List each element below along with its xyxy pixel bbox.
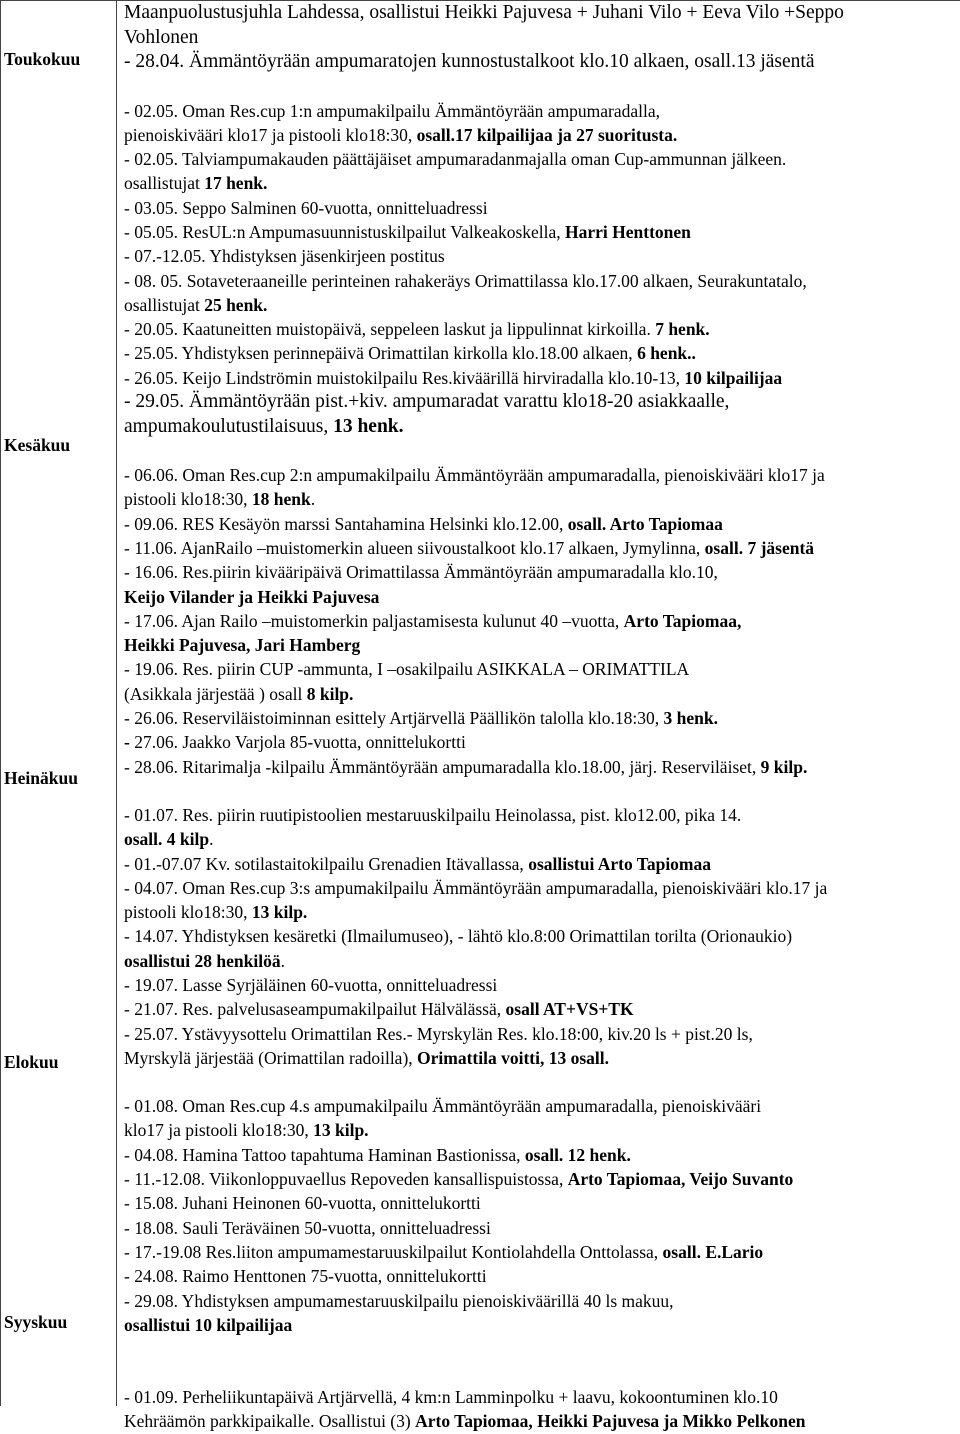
- event-text-bold: Arto Tapiomaa, Veijo Suvanto: [567, 1169, 794, 1190]
- event-text: - 18.08. Sauli Teräväinen 50-vuotta, onnitteluadressi: [124, 1217, 491, 1238]
- section-spacer: [124, 1070, 956, 1094]
- event-text-bold: osall. 4 kilp: [124, 829, 210, 850]
- section-spacer: [124, 779, 956, 803]
- event-text: - 26.06. Reserviläistoiminnan esittely Artjärvellä Päällikön talolla klo.18:30,: [124, 708, 664, 729]
- event-line: [124, 609, 956, 633]
- section-spacer: [124, 1337, 956, 1385]
- event-text-bold: Orimattila voitti, 13 osall.: [417, 1047, 610, 1068]
- event-line: [124, 755, 956, 779]
- event-text-bold: osallistui Arto Tapiomaa: [528, 853, 712, 874]
- event-text: 27.06. Jaakko Varjola 85-vuotta, onnittelukortti: [134, 732, 466, 753]
- event-text: - 25.05. Yhdistyksen perinnepäivä Orimattilan kirkolla klo.18.00 alkaen,: [124, 343, 638, 364]
- table-border-left: [0, 0, 1, 1406]
- event-text-bold: osall AT+VS+TK: [505, 999, 634, 1020]
- event-text: - 29.05. Ämmäntöyrään pist.+kiv. ampumaradat varattu klo18-20 asiakkaalle,: [124, 391, 730, 413]
- event-text: pienoiskivääri klo17 ja pistooli klo18:30,: [124, 124, 417, 145]
- event-text: - 02.05. Talviampumakauden päättäjäiset ampumaradanmajalla oman Cup-ammunnan jälkeen.: [124, 149, 787, 170]
- event-line: [124, 487, 956, 511]
- event-text-bold: Harri Henttonen: [565, 221, 691, 242]
- event-text: - 26.05. Keijo Lindströmin muistokilpailu Res.kiväärillä hirviradalla klo.10-13,: [124, 367, 685, 388]
- event-text-bold: 13 kilp.: [313, 1120, 369, 1141]
- event-line: [124, 415, 956, 440]
- event-text: Kehräämön parkkipaikalle. Osallistui (3): [124, 1411, 416, 1432]
- event-text-bold: osallistui 10 kilpailijaa: [124, 1314, 293, 1335]
- event-text-bold: 18 henk: [251, 489, 311, 510]
- event-text: - 05.05. ResUL:n Ampumasuunnistuskilpailut Valkeakoskella,: [124, 221, 566, 242]
- event-line: [124, 1143, 956, 1167]
- event-text-bold: 9 kilp.: [760, 756, 808, 777]
- event-line: [124, 876, 956, 900]
- event-text-bold: Keijo Vilander ja Heikki Pajuvesa: [124, 586, 380, 607]
- event-line: [124, 1191, 956, 1215]
- event-line: [124, 827, 956, 851]
- event-text-bold: Heikki Pajuvesa, Jari Hamberg: [124, 635, 361, 656]
- event-text-bold: osall. 12 henk.: [524, 1144, 631, 1165]
- event-line: [124, 1289, 956, 1313]
- event-line: [124, 803, 956, 827]
- event-line: [124, 706, 956, 730]
- event-line: [124, 560, 956, 584]
- event-text: - 02.05. Oman Res.cup 1:n ampumakilpailu Ämmäntöyrään ampumaradalla,: [124, 100, 661, 121]
- event-text: - 01.08. Oman Res.cup 4.s ampumakilpailu Ämmäntöyrään ampumaradalla, pienoiskivääri: [124, 1096, 762, 1117]
- event-line: [124, 390, 956, 415]
- event-text-bold: osallistui 28 henkilöä: [124, 950, 281, 971]
- event-text: - 28.06. Ritarimalja -kilpailu Ämmäntöyrään ampumaradalla klo.18.00, järj. Reserviläiset,: [124, 756, 761, 777]
- event-text: - 04.07. Oman Res.cup 3:s ampumakilpailu Ämmäntöyrään ampumaradalla, pienoiskivääri klo.17 ja: [124, 877, 828, 898]
- event-line: [124, 633, 956, 657]
- event-text: klo17 ja pistooli klo18:30,: [124, 1120, 314, 1141]
- event-line: [124, 269, 956, 293]
- event-line: [124, 536, 956, 560]
- event-text: - 07.-12.05. Yhdistyksen jäsenkirjeen postitus: [124, 246, 445, 267]
- event-text: - 09.06. RES Kesäyön marssi Santahamina Helsinki klo.12.00,: [124, 513, 568, 534]
- event-line: [124, 147, 956, 171]
- event-text-bold: 3 henk.: [663, 708, 718, 729]
- month-label-kesakuu: Kesäkuu: [4, 435, 71, 455]
- event-text: - 11.-12.08. Viikonloppuvaellus Repoveden kansallispuistossa,: [124, 1169, 568, 1190]
- event-line: [124, 1046, 956, 1070]
- event-line: [124, 317, 956, 341]
- event-line: [124, 682, 956, 706]
- event-text-bold: 25 henk.: [204, 294, 268, 315]
- event-text-bold: 8 kilp.: [306, 683, 354, 704]
- event-text: - 11.06. AjanRailo –muistomerkin alueen siivoustalkoot klo.17 alkaen, Jymylinna,: [124, 537, 705, 558]
- month-label-heinakuu: Heinäkuu: [4, 768, 78, 788]
- event-text: .: [209, 829, 214, 850]
- event-line: [124, 512, 956, 536]
- event-line: [124, 171, 956, 195]
- event-line: [124, 26, 956, 51]
- event-text-bold: 13 kilp.: [251, 902, 308, 923]
- event-text: - 15.08. Juhani Heinonen 60-vuotta, onnittelukortti: [124, 1193, 481, 1214]
- event-line: [124, 852, 956, 876]
- event-text: - 21.07. Res. palvelusaseampumakilpailut Hälvälässä,: [124, 999, 506, 1020]
- event-text: - 28.04. Ämmäntöyrään ampumaratojen kunnostustalkoot klo.10 alkaen, osall.13 jäsentä: [124, 51, 815, 72]
- event-line: [124, 50, 956, 75]
- event-text: Myrskylä järjestää (Orimattilan radoilla),: [124, 1047, 418, 1068]
- event-text-bold: Arto Tapiomaa,: [623, 610, 742, 631]
- event-line: [124, 1094, 956, 1118]
- event-text: osallistujat: [124, 173, 205, 194]
- event-text: - 01.09. Perheliikuntapäivä Artjärvellä, 4 km:n Lamminpolku + laavu, kokoontuminen klo.10: [124, 1387, 778, 1408]
- event-text: pistooli klo18:30,: [124, 902, 252, 923]
- event-line: [124, 1240, 956, 1264]
- month-label-toukokuu: Toukokuu: [4, 49, 81, 69]
- event-text: ampumakoulutustilaisuus,: [124, 415, 334, 437]
- event-text: - 01.-07.07 Kv. sotilastaitokilpailu Grenadien Itävallassa,: [124, 853, 529, 874]
- event-line: [124, 1409, 956, 1433]
- event-text-bold: osall. E.Lario: [662, 1241, 764, 1262]
- event-text: Vohlonen: [124, 26, 199, 48]
- event-text-bold: 10 kilpailijaa: [684, 367, 783, 388]
- event-text: - 03.05. Seppo Salminen 60-vuotta, onnitteluadressi: [124, 197, 488, 218]
- event-line: [124, 341, 956, 365]
- event-text: - 25.07. Ystävyysottelu Orimattilan Res.- Myrskylän Res. klo.18:00, kiv.20 ls + pist.20 ls,: [124, 1023, 753, 1044]
- event-line: [124, 196, 956, 220]
- event-text-bold: 7 henk.: [655, 319, 710, 340]
- event-text: (Asikkala järjestää ) osall: [124, 683, 307, 704]
- event-line: [124, 1, 956, 26]
- event-text: .: [280, 950, 285, 971]
- event-line: [124, 900, 956, 924]
- event-text-bold: -: [124, 732, 135, 753]
- section-spacer: [124, 439, 956, 463]
- event-text: - 04.08. Hamina Tattoo tapahtuma Haminan Bastionissa,: [124, 1144, 525, 1165]
- event-text-bold: 6 henk..: [637, 343, 696, 364]
- event-text-bold: osall. Arto Tapiomaa: [567, 513, 723, 534]
- event-line: [124, 99, 956, 123]
- event-text: - 17.-19.08 Res.liiton ampumamestaruuskilpailut Kontiolahdella Onttolassa,: [124, 1241, 663, 1262]
- event-line: [124, 973, 956, 997]
- event-line: [124, 997, 956, 1021]
- event-text: .: [310, 489, 316, 510]
- event-line: [124, 1022, 956, 1046]
- event-line: [124, 463, 956, 487]
- event-text: - 20.05. Kaatuneitten muistopäivä, seppeleen laskut ja lippulinnat kirkoilla.: [124, 319, 656, 340]
- event-text: - 08. 05. Sotaveteraaneille perinteinen rahakeräys Orimattilassa klo.17.00 alkaen, Seurakuntatalo,: [124, 270, 807, 291]
- event-line: [124, 1313, 956, 1337]
- event-text: - 01.07. Res. piirin ruutipistoolien mestaruuskilpailu Heinolassa, pist. klo12.00, pika 14.: [124, 804, 742, 825]
- event-text: - 29.08. Yhdistyksen ampumamestaruuskilpailu pienoiskiväärillä 40 ls makuu,: [124, 1290, 674, 1311]
- event-line: [124, 1264, 956, 1288]
- event-list: [124, 1, 956, 1434]
- event-line: [124, 657, 956, 681]
- event-line: [124, 924, 956, 948]
- event-text: - 16.06. Res.piirin kivääripäivä Orimattilassa Ämmäntöyrään ampumaradalla klo.10,: [124, 562, 718, 583]
- event-line: [124, 949, 956, 973]
- event-text: - 24.08. Raimo Henttonen 75-vuotta, onnittelukortti: [124, 1266, 487, 1287]
- event-text: - 06.06. Oman Res.cup 2:n ampumakilpailu Ämmäntöyrään ampumaradalla, pienoiskivääri klo17 ja: [124, 465, 825, 486]
- table-column-divider: [116, 0, 117, 1406]
- event-text: - 14.07. Yhdistyksen kesäretki (Ilmailumuseo), - lähtö klo.8:00 Orimattilan torilta (Orionaukio): [124, 926, 793, 947]
- event-line: [124, 220, 956, 244]
- event-text-bold: osall. 7 jäsentä: [704, 537, 815, 558]
- event-text-bold: 13 henk.: [333, 415, 404, 437]
- event-line: [124, 293, 956, 317]
- month-label-syyskuu: Syyskuu: [4, 1312, 68, 1332]
- event-text: Maanpuolustusjuhla Lahdessa, osallistui Heikki Pajuvesa + Juhani Vilo + Eeva Vilo +Seppo: [124, 2, 844, 23]
- event-text: osallistujat: [124, 294, 205, 315]
- event-line: [124, 1118, 956, 1142]
- section-spacer: [124, 75, 956, 99]
- event-line: [124, 123, 956, 147]
- event-line: [124, 1216, 956, 1240]
- event-text: pistooli klo18:30,: [124, 489, 252, 510]
- event-text-bold: osall.17 kilpailijaa ja 27 suoritusta.: [416, 124, 678, 145]
- event-line: [124, 244, 956, 268]
- event-text: - 19.07. Lasse Syrjäläinen 60-vuotta, onnitteluadressi: [124, 975, 498, 995]
- event-line: [124, 585, 956, 609]
- month-label-elokuu: Elokuu: [4, 1052, 59, 1072]
- event-text-bold: Arto Tapiomaa, Heikki Pajuvesa ja Mikko Pelkonen: [415, 1411, 806, 1432]
- event-line: [124, 1167, 956, 1191]
- event-line: [124, 730, 956, 754]
- event-line: [124, 366, 956, 390]
- event-text: - 19.06. Res. piirin CUP -ammunta, I –osakilpailu ASIKKALA – ORIMATTILA: [124, 659, 690, 680]
- event-text: - 17.06. Ajan Railo –muistomerkin paljastamisesta kulunut 40 –vuotta,: [124, 610, 624, 631]
- event-text-bold: 17 henk.: [204, 173, 268, 194]
